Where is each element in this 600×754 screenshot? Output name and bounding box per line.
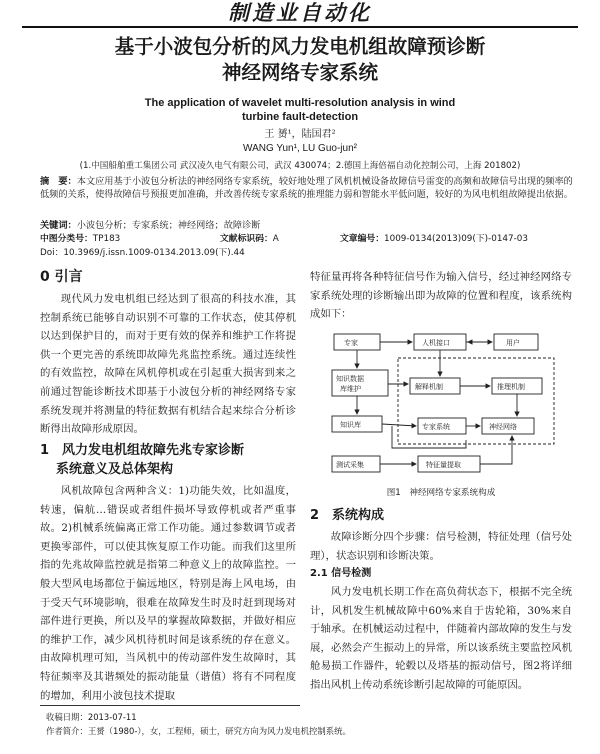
- keywords: [40, 219, 580, 232]
- label-neural-net: 神经网络: [489, 423, 517, 431]
- label-infer: 推理机制: [497, 383, 525, 391]
- header-rule: [22, 26, 578, 28]
- authors-english: WANG Yun¹, LU Guo-jun²: [243, 143, 357, 154]
- right-top-text: 特征量再将各种特征信号作为输入信号，经过神经网络专家系统处理的诊断输出即为故障的位置和程度，该系统构成如下：: [310, 271, 572, 321]
- english-title-line1: The application of wavelet multi-resolution analysis in wind: [144, 97, 456, 109]
- paper-title-line2: 神经网络专家系统: [221, 61, 378, 84]
- label-signal: 测试采集: [336, 461, 364, 469]
- keywords-text: 小波包分析；专家系统；神经网络；故障诊断: [76, 220, 261, 231]
- journal-header: 制造业自动化: [228, 0, 372, 25]
- abstract: [40, 175, 580, 201]
- keywords-label: 关键词：: [40, 220, 77, 231]
- author-bio: 作者简介：王赟（1980-），女，工程师，硕士，研究方向为风力发电机控制系统。: [46, 726, 351, 736]
- section-2-1-text: 风力发电机长期工作在高负荷状态下，根据不完全统计，风机发生机械故障中60%来自于齿轮箱，30%来自于轴承。在机械运动过程中，伴随着内部故障的发生与发展，必然会产生振动上的异常，所以该系统主要监控风机舱易损工作器件，轮毂以及塔基的振动信号，图2将详细指出风机上传动系统诊断引起故障的可能原因。: [310, 586, 572, 691]
- clc-value: TP183: [92, 234, 121, 244]
- abstract-text: 本文应用基于小波包分析法的神经网络专家系统，较好地处理了风机机械设备故障信号雷变的高频和故障信号出现的频率的低频的关系，使得故障信号预报更加准确，并改善传统专家系统的推理能力弱和智能水平低问题，较好的为风电机组故障提出依据。: [40, 176, 573, 201]
- section-2-paragraph: [310, 528, 572, 565]
- right-top-paragraph: [310, 268, 572, 324]
- section-0-heading: 0 引言: [40, 269, 83, 285]
- art-label: 文章编号：: [340, 234, 384, 244]
- label-feature: 特征量提取: [426, 461, 461, 469]
- affiliation: (1.中国船舶重工集团公司 武汉凌久电气有限公司，武汉 430074；2.德国上海倍福自动化控制公司，上海 201802): [79, 161, 521, 171]
- label-user: 用户: [506, 339, 520, 347]
- section-2-text: 故障诊断分四个步骤：信号检测，特征处理（信号处理），状态识别和诊断决策。: [310, 531, 572, 562]
- paper-title-line1: 基于小波包分析的风力发电机组故障预诊断: [114, 35, 486, 58]
- section-2-heading: 2 系统构成: [310, 508, 385, 523]
- section-1-paragraph: [40, 482, 296, 705]
- section-1-text: 风机故障包含两种含义：1)功能失效，比如温度，转速，偏航…错误或者组件损坏导致停机或者严重事故。2)机械系统偏离正常工作功能。通过参数调节或者更换零部件，可以使其恢复原工作功能。而我们这里所指的先兆故障监控就是指第二种意义上的故障监控。一般大型风电场都位于偏远地区，特别是海上风电场，由于受天气环境影响，很难在故障发生时及时赶到现场对部件进行更换，所以及早的掌握故障数据，并做好相应的维护工作，减少风机待机时间是该系统的存在意义。由故障机理可知，当风机中的传动部件发生故障时，其特征频率及其谐频处的振动能量（谐值）将有不同程度的增加，利用小波包技术提取: [40, 485, 296, 702]
- intro-paragraph: [40, 290, 296, 439]
- received-date: 收稿日期：2013-07-11: [46, 712, 137, 722]
- doi: Doi：10.3969/j.issn.1009-0134.2013.09(下).44: [40, 248, 245, 258]
- authors-chinese: 王 赟¹，陆国君²: [264, 129, 336, 140]
- footnote-rule: [40, 705, 300, 706]
- doc-label: 文献标识码：: [220, 234, 273, 244]
- label-knowledge-base: 知识库: [340, 421, 361, 429]
- doc-code: [220, 233, 279, 246]
- doc-value: A: [272, 234, 279, 244]
- figure-1-diagram: [322, 328, 562, 482]
- expert-system-region: [398, 358, 554, 444]
- abstract-label: 摘 要：: [40, 176, 77, 187]
- section-1-heading-line1: 1 风力发电机组故障先兆专家诊断: [40, 443, 245, 458]
- section-2-1-paragraph: [310, 583, 572, 695]
- art-value: 1009-0134(2013)09(下)-0147-03: [384, 234, 528, 244]
- label-expert: 专家: [344, 339, 358, 347]
- clc-label: 中图分类号：: [40, 234, 93, 244]
- label-explain: 解释机制: [415, 383, 443, 391]
- label-hci: 人机接口: [422, 339, 450, 347]
- intro-text: 现代风力发电机组已经达到了很高的科技水准，其控制系统已能够自动识别不可靠的工作状态，使其停机以达到保护目的，而对于更有效的保养和维护工作将提供一个更完善的系统即故障先兆监控系统。通过连续性的有效监控，故障在风机停机或在引起重大损害到来之前通过智能诊断技术即基于小波包分析的神经网络专家系统发现并将测量的特征数据有机结合起来综合分析诊断得出故障形成原因。: [40, 293, 296, 436]
- english-title-line2: turbine fault-detection: [241, 111, 359, 123]
- label-kb-line1: 知识数据: [336, 375, 364, 383]
- clc-number: [40, 233, 120, 246]
- figure-1-caption: 图1 神经网络专家系统构成: [386, 488, 496, 498]
- section-1-heading-line2: 系统意义及总体架构: [56, 462, 174, 477]
- label-kb-line2: 库维护: [340, 385, 361, 393]
- label-expert-system: 专家系统: [422, 423, 450, 431]
- article-number: [340, 233, 528, 246]
- section-2-1-heading: 2.1 信号检测: [310, 568, 372, 579]
